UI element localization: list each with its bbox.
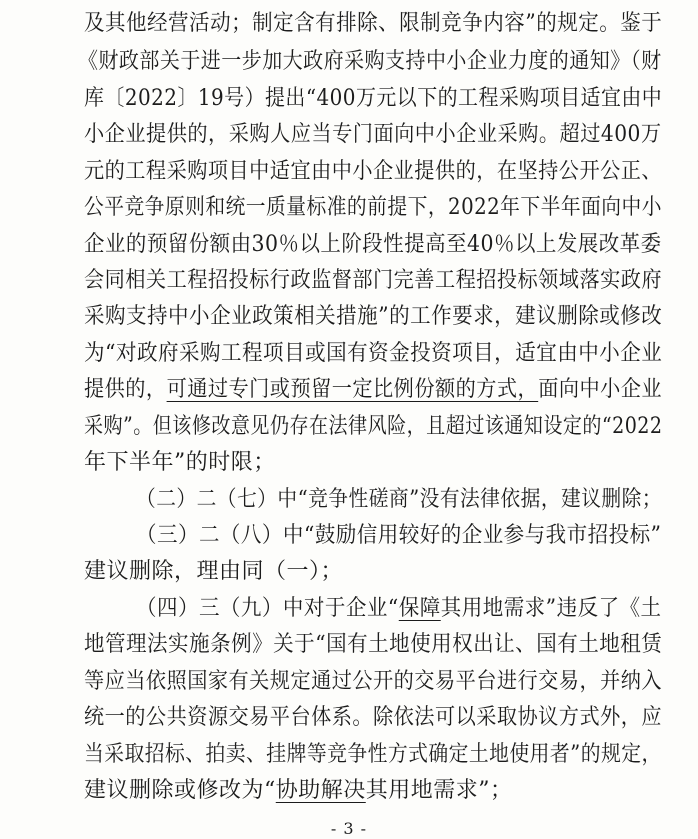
text-segment: 会同相关工程招投标行政监督部门完善工程招投标领域落实政府 bbox=[84, 268, 663, 293]
text-segment: 统一的公共资源交易平台体系。除依法可以采取协议方式外，应 bbox=[84, 705, 663, 730]
text-segment: 其用地需求”； bbox=[365, 778, 513, 803]
text-segment: 建议删除，理由同（一）； bbox=[84, 559, 344, 584]
underlined-text: 保障 bbox=[398, 596, 441, 621]
text-line bbox=[84, 377, 662, 403]
text-segment: 其用地需求”违反了《土 bbox=[440, 596, 662, 621]
text-segment: 等应当依照国家有关规定通过公开的交易平台进行交易，并纳入 bbox=[84, 669, 663, 694]
text-segment: 及其他经营活动；制定含有排除、限制竞争内容”的规定。鉴于 bbox=[84, 11, 663, 36]
text-line bbox=[84, 122, 662, 148]
text-segment: 为“对政府采购工程项目或国有资金投资项目，适宜由中小企业 bbox=[84, 341, 663, 366]
text-segment: 当采取招标、拍卖、挂牌等竞争性方式确定土地使用者”的规定， bbox=[84, 742, 662, 767]
text-segment: 面向中小企业 bbox=[538, 377, 663, 402]
text-segment: 《财政部关于进一步加大政府采购支持中小企业力度的通知》（财 bbox=[78, 49, 662, 74]
text-line bbox=[84, 632, 662, 658]
text-line bbox=[84, 268, 662, 294]
text-line bbox=[78, 49, 662, 75]
text-segment: 企业的预留份额由30％以上阶段性提高至40％以上发展改革委 bbox=[84, 232, 662, 257]
text-segment: 库〔2022〕19号）提出“400万元以下的工程采购项目适宜由中 bbox=[84, 86, 663, 111]
text-segment: （四）三（九）中对于企业“ bbox=[136, 596, 399, 621]
underlined-text: 可通过专门或预留一定比例份额的方式， bbox=[166, 377, 539, 402]
text-line bbox=[136, 523, 662, 549]
text-line bbox=[136, 487, 662, 513]
text-segment: （二）二（七）中“竞争性磋商”没有法律依据，建议删除； bbox=[136, 487, 662, 512]
text-segment: 年下半年”的时限； bbox=[84, 450, 276, 475]
text-line bbox=[84, 159, 662, 185]
text-line bbox=[84, 450, 276, 476]
text-line bbox=[84, 195, 662, 221]
text-line bbox=[136, 596, 662, 622]
text-segment: 采购支持中小企业政策相关措施”的工作要求，建议删除或修改 bbox=[84, 304, 663, 329]
text-segment: （三）二（八）中“鼓励信用较好的企业参与我市招投标” bbox=[136, 523, 662, 548]
text-segment: 小企业提供的，采购人应当专门面向中小企业采购。超过400万 bbox=[84, 122, 662, 147]
underlined-text: 协助解决 bbox=[275, 778, 366, 803]
text-line bbox=[84, 11, 662, 37]
text-segment: 地管理法实施条例》关于“国有土地使用权出让、国有土地租赁 bbox=[84, 632, 663, 657]
text-line bbox=[84, 742, 662, 768]
text-line bbox=[84, 341, 662, 367]
text-line bbox=[84, 705, 662, 731]
text-segment: 建议删除或修改为“ bbox=[84, 778, 276, 803]
text-segment: 提供的， bbox=[84, 377, 167, 402]
text-line bbox=[84, 669, 662, 695]
page-number: - 3 - bbox=[330, 819, 368, 838]
text-line bbox=[84, 778, 513, 804]
text-line bbox=[84, 232, 662, 258]
text-line bbox=[84, 86, 662, 112]
text-line bbox=[84, 414, 662, 440]
text-line bbox=[84, 559, 343, 585]
text-line bbox=[84, 304, 662, 330]
text-segment: 公平竞争原则和统一质量标准的前提下，2022年下半年面向中小 bbox=[84, 195, 662, 220]
text-segment: 元的工程采购项目中适宜由中小企业提供的，在坚持公开公正、 bbox=[84, 159, 663, 184]
text-segment: 采购”。但该修改意见仍存在法律风险，且超过该通知设定的“2022 bbox=[84, 414, 663, 439]
